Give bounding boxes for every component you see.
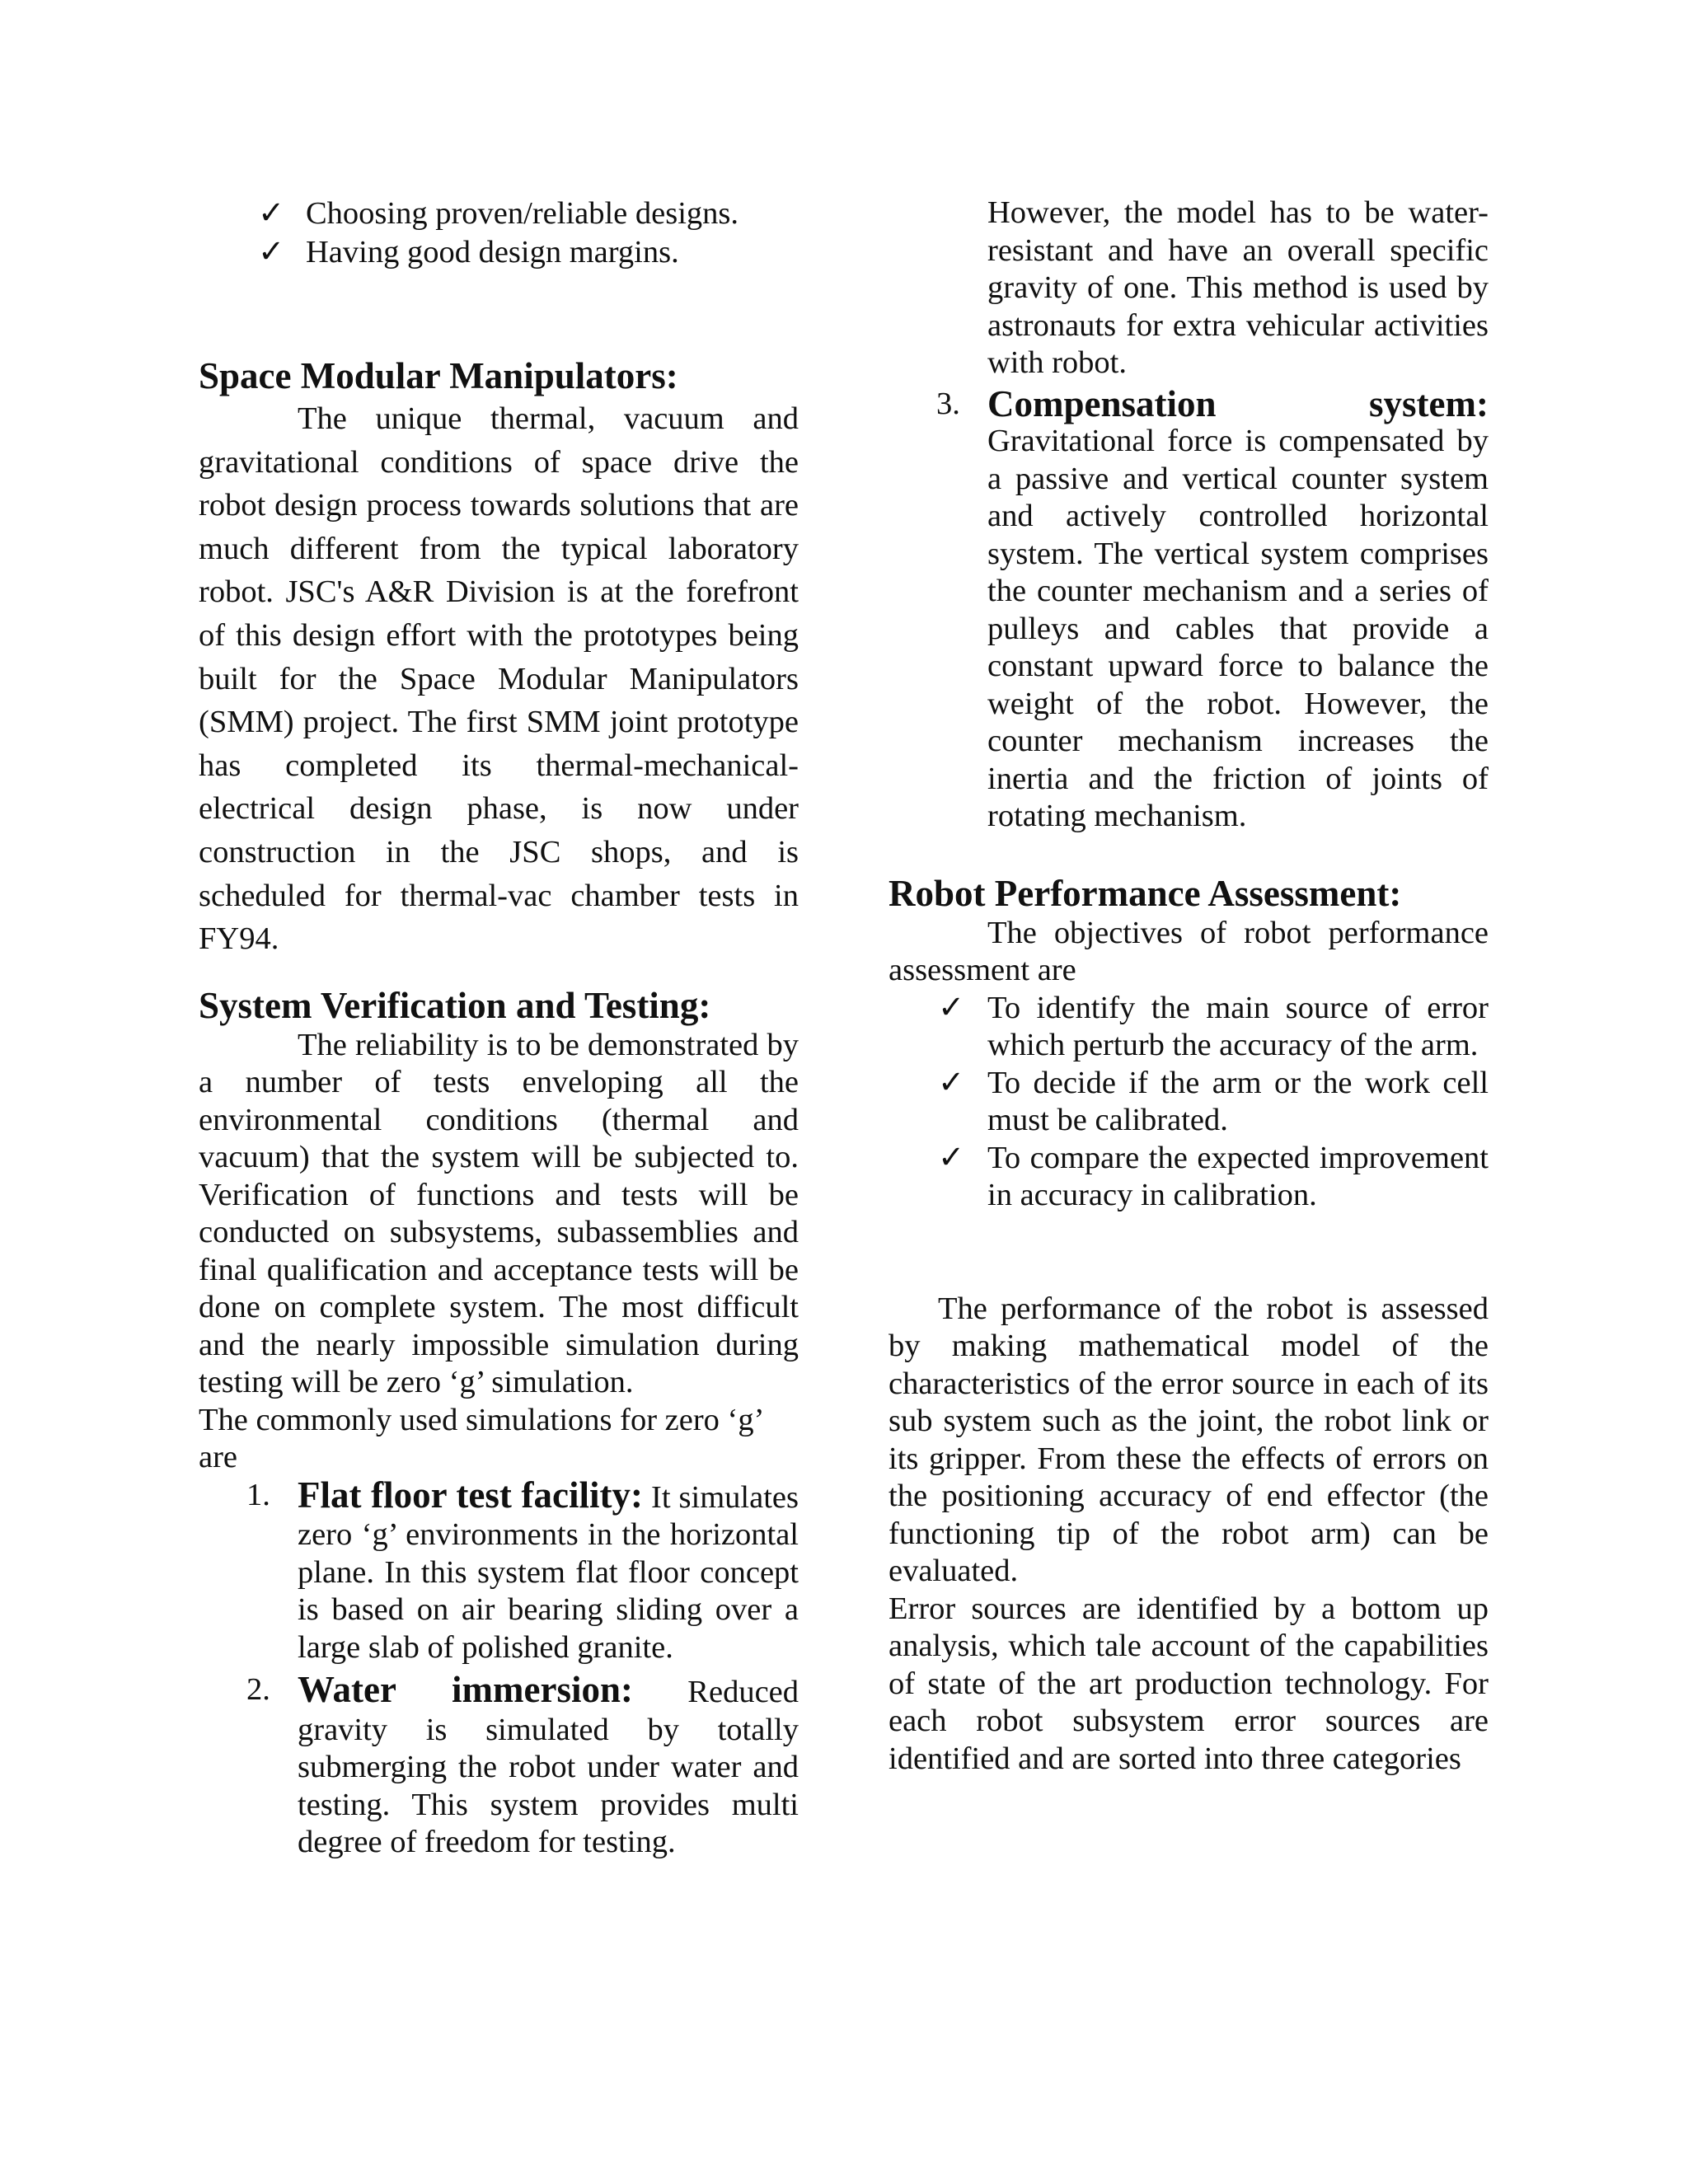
check-mark-icon: ✓ [938, 1140, 965, 1175]
simulations-intro: The commonly used simulations for zero ‘g’ are [199, 1402, 762, 1475]
list-item [889, 382, 1489, 836]
verification-paragraph: The reliability is to be demonstrated by a number of tests enveloping all the environmental conditions (thermal and vacuum) that the system will be subjected to. Verification of functions and tests will be conducted on subsystems, subassemblies and final qualification and acceptance tests will be done on complete system. The most difficult and the nearly impossible simulation during testing will be zero ‘g’ simulation. [199, 1027, 799, 1400]
left-column [199, 194, 799, 1862]
verification-heading: System Verification and Testing: [199, 984, 711, 1026]
objectives-list [889, 990, 1489, 1215]
item-number: 2. [246, 1672, 270, 1708]
smm-paragraph: The unique thermal, vacuum and gravitational conditions of space drive the robot design process towards solutions that are much different from the typical laboratory robot. JSC's A&R Division is at the forefront of this design effort with the prototypes being built for the Space Modular Manipulators (SMM) project. The first SMM joint prototype has completed its thermal-mechanical-electrical design phase, is now under construction in the JSC shops, and is scheduled for thermal-vac chamber tests in FY94. [199, 401, 799, 957]
smm-heading: Space Modular Manipulators: [199, 355, 678, 396]
list-item: ✓ Having good design margins. [199, 233, 799, 272]
compensation-list [889, 382, 1489, 836]
item-term: Flat floor test facility: [298, 1474, 643, 1516]
list-item: ✓ To identify the main source of error which perturb the accuracy of the arm. [938, 990, 1489, 1062]
item-text: Reduced gravity is simulated by totally submerging the robot under water and testing. This system provides multi degree of freedom for testing. [298, 1675, 799, 1860]
check-mark-icon: ✓ [938, 1065, 965, 1100]
item-term-row [987, 382, 1489, 424]
list-item: ✓ To compare the expected improvement in accuracy in calibration. [938, 1140, 1489, 1212]
list-item: ✓ To decide if the arm or the work cell must be calibrated. [938, 1065, 1489, 1137]
check-mark-icon: ✓ [258, 196, 285, 231]
list-item [199, 1671, 799, 1862]
simulation-list [199, 1474, 799, 1862]
item-text: It simulates zero ‘g’ environments in the horizontal plane. In this system flat floor concept is based on air bearing sliding over a large slab of polished granite. [298, 1479, 799, 1665]
item-term: Compensation [987, 382, 1217, 424]
item-number: 3. [936, 386, 960, 421]
check-mark-icon: ✓ [938, 990, 965, 1025]
list-item [199, 1474, 799, 1667]
assessment-paragraph-1: The performance of the robot is assessed by making mathematical model of the characteristics of the error source in each of its sub system such as the joint, the robot link or its gripper. From these the effects of errors on the positioning accuracy of end effector (the functioning tip of the robot arm) can be evaluated. [889, 1291, 1489, 1588]
item-text: Gravitational force is compensated by a passive and vertical counter system and actively controlled horizontal system. The vertical system comprises the counter mechanism and a series of pulleys and cables that provide a constant upward force to balance the weight of the robot. However, the counter mechanism increases the inertia and the friction of joints of rotating mechanism. [987, 424, 1489, 833]
list-item: ✓ Choosing proven/reliable designs. [199, 194, 799, 233]
item-term: system: [1369, 382, 1489, 424]
item-number: 1. [246, 1477, 270, 1512]
right-column [889, 194, 1489, 1778]
item-term: Water immersion: [298, 1669, 633, 1711]
assessment-paragraph-2: Error sources are identified by a bottom up analysis, which tale account of the capabilities of state of the art production technology. For each robot subsystem error sources are identified and are sorted into three categories [889, 1591, 1489, 1776]
assessment-heading: Robot Performance Assessment: [889, 872, 1402, 914]
water-immersion-continuation: However, the model has to be water-resistant and have an overall specific gravity of one. This method is used by astronauts for extra vehicular activities with robot. [987, 195, 1489, 380]
assessment-intro: The objectives of robot performance assessment are [889, 915, 1489, 987]
check-mark-icon: ✓ [258, 235, 285, 269]
intro-check-list [199, 194, 799, 272]
